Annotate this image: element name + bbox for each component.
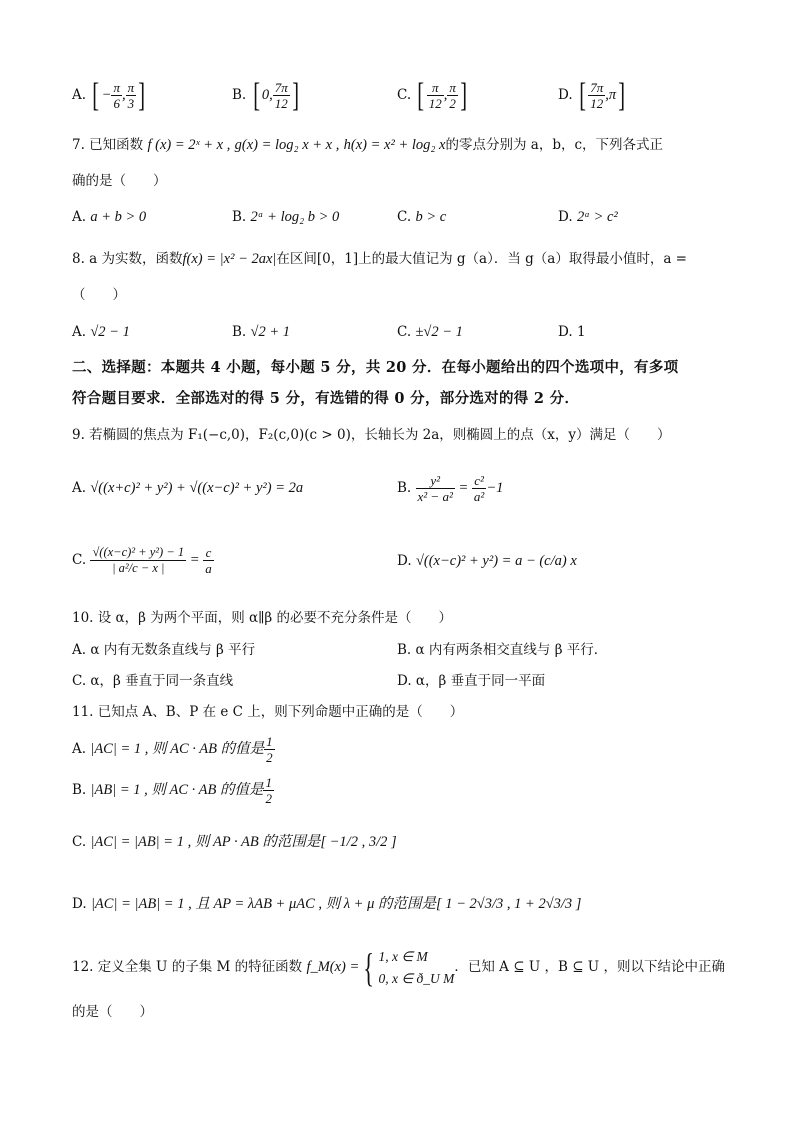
section-2-heading: 二、选择题：本题共 4 小题，每小题 5 分，共 20 分．在每小题给出的四个选项中，有多项	[72, 359, 679, 376]
q9-option-d: D. √((x−c)² + y²) = a − (c/a) x	[397, 553, 577, 569]
q12-stem-cont: 的是（ ）	[72, 1004, 153, 1020]
q6-option-b: B. [ 0, $\frac{7\pi}{12}$ ]	[232, 76, 299, 114]
q8-stem: 8. a 为实数，函数f(x) = |x² − 2ax|在区间[0，1]上的最大值记为 g（a）．当 g（a）取得最小值时，a =	[72, 251, 687, 267]
q8-option-a: A. √2 − 1	[72, 324, 130, 340]
q8-option-b: B. √2 + 1	[232, 324, 291, 340]
q10-option-c: C. α，β 垂直于同一条直线	[72, 673, 234, 689]
q7-stem: 7. 已知函数 f (x) = 2ˣ + x , g(x) = log₂ x + x , h(x) = x² + log₂ x的零点分别为 a，b，c，下列各式正	[72, 137, 664, 153]
q6-option-a: A. [ − $\frac{\pi}{6}$ , $\frac{\pi}{3}$ ]	[72, 76, 146, 114]
q9-option-b: B. $\frac{\text{y²}}{\text{x² − a²}}$ = $\frac{\text{c²}}{\text{a²}}$ −1	[397, 473, 504, 504]
brace-left: {	[363, 944, 375, 990]
q7-option-b: B. 2ᵃ + log₂ b > 0	[232, 209, 340, 225]
q9-option-a: A. √((x+c)² + y²) + √((x−c)² + y²) = 2a	[72, 480, 304, 496]
q8-stem-cont: （ ）	[72, 287, 126, 303]
q12-stem: 12. 定义全集 U 的子集 M 的特征函数 f_M(x) = { 1, x ∈ M 0, x ∈ ð_U M ．已知 A ⊆ U ，B ⊆ U ，则以下结论中正确	[72, 944, 725, 990]
q7-stem-cont: 确的是（ ）	[72, 173, 167, 189]
q7-option-d: D. 2ᵃ > c²	[558, 209, 618, 225]
q10-stem: 10. 设 α，β 为两个平面，则 α∥β 的必要不充分条件是（ ）	[72, 610, 453, 626]
q9-option-c: C. $\frac{\text{√((x−c)² + y²) − 1}}{\text{| a²/c − x |}}$ = $\frac{c}{a}$	[72, 545, 212, 576]
q7-option-c: C. b > c	[397, 209, 447, 225]
q9-stem: 9. 若椭圆的焦点为 F₁(−c,0)，F₂(c,0)(c > 0)，长轴长为 2a，则椭圆上的点（x，y）满足（ ）	[72, 427, 671, 443]
q10-option-b: B. α 内有两条相交直线与 β 平行．	[397, 642, 608, 658]
q6-option-c: C. [ $\frac{\pi}{12}$ , $\frac{\pi}{2}$ ]	[397, 76, 467, 114]
bracket-left: [	[92, 76, 100, 114]
q10-option-d: D. α，β 垂直于同一平面	[397, 673, 546, 689]
q11-stem: 11. 已知点 A、B、P 在 e C 上，则下列命题中正确的是（ ）	[72, 704, 464, 720]
q11-option-c: C. |AC| = |AB| = 1 , 则 AP · AB 的范围是[ −1/2 , 3/2 ]	[72, 834, 397, 850]
q11-option-b: B. |AB| = 1 , 则 AC · AB 的值是 $\frac{1}{2}$	[72, 775, 272, 806]
q11-option-d: D. |AC| = |AB| = 1 , 且 AP = λAB + μAC , 则 λ + μ 的范围是[ 1 − 2√3/3 , 1 + 2√3/3 ]	[72, 896, 582, 912]
q10-option-a: A. α 内有无数条直线与 β 平行	[72, 642, 256, 658]
q8-option-c: C. ±√2 − 1	[397, 324, 463, 340]
q11-option-a: A. |AC| = 1 , 则 AC · AB 的值是 $\frac{1}{2}$	[72, 734, 273, 765]
q7-option-a: A. a + b > 0	[72, 209, 147, 225]
section-2-heading-cont: 符合题目要求．全部选对的得 5 分，有选错的得 0 分，部分选对的得 2 分．	[72, 390, 580, 407]
q6-option-d: D. [ $\frac{7\pi}{12}$ ,π]	[558, 76, 626, 114]
q8-option-d: D. 1	[558, 324, 586, 340]
